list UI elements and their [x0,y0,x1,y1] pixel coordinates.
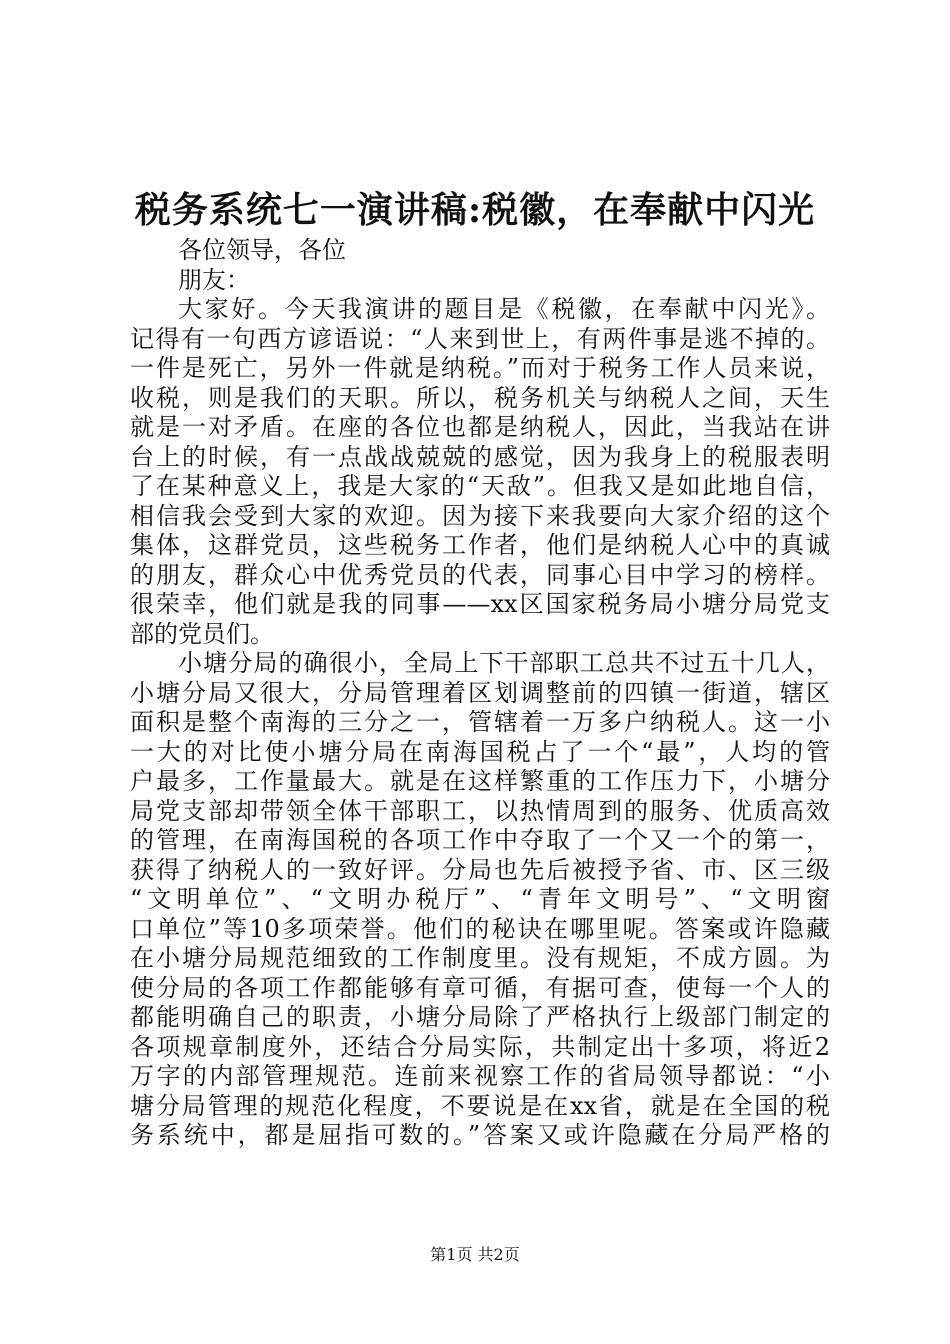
paragraph-line: 大家好。今天我演讲的题目是《税徽，在奉献中闪光》。 [178,295,830,323]
paragraph-line: 塘分局管理的规范化程度，不要说是在xx省，就是在全国的税 [130,1091,830,1120]
paragraph-line: 台上的时候，有一点战战兢兢的感觉，因为我身上的税服表明 [130,442,830,471]
paragraph-line: 一大的对比使小塘分局在南海国税占了一个“最”，人均的管 [130,737,830,766]
paragraph-line: “文明单位”、“文明办税厅”、“青年文明号”、“文明窗 [130,885,830,913]
paragraph-line: 小塘分局又很大，分局管理着区划调整前的四镇一街道，辖区 [130,678,830,707]
paragraph-line: 就是一对矛盾。在座的各位也都是纳税人，因此，当我站在讲 [130,413,830,441]
page-number: 第1页 共2页 [430,1245,520,1264]
paragraph-line: 收税，则是我们的天职。所以，税务机关与纳税人之间，天生 [130,383,830,412]
paragraph-line: 万字的内部管理规范。连前来视察工作的省局领导都说：“小 [130,1062,830,1090]
paragraph-line: 口单位”等10多项荣誉。他们的秘诀在哪里呢。答案或许隐藏 [130,914,830,943]
paragraph-line: 都能明确自己的职责，小塘分局除了严格执行上级部门制定的 [130,1003,830,1031]
document-title: 税务系统七一演讲稿:税徽，在奉献中闪光 [134,189,816,231]
paragraph-line: 获得了纳税人的一致好评。分局也先后被授予省、市、区三级 [130,855,830,884]
document-body [130,236,830,1151]
greeting-line: 朋友： [178,265,250,294]
paragraph-line: 部的党员们。 [130,619,274,648]
paragraph-line: 小塘分局的确很小，全局上下干部职工总共不过五十几人， [178,649,830,677]
paragraph-line: 一件是死亡，另外一件就是纳税。”而对于税务工作人员来说， [130,354,830,382]
paragraph-line: 集体，这群党员，这些税务工作者，他们是纳税人心中的真诚 [130,531,830,559]
paragraph-line: 了在某种意义上，我是大家的“天敌”。但我又是如此地自信， [130,472,830,500]
paragraph-line: 面积是整个南海的三分之一，管辖着一万多户纳税人。这一小 [130,708,830,736]
paragraph-line: 很荣幸，他们就是我的同事——xx区国家税务局小塘分局党支 [130,590,830,618]
paragraph-line: 记得有一句西方谚语说：“人来到世上，有两件事是逃不掉的。 [130,324,830,353]
paragraph-line: 相信我会受到大家的欢迎。因为接下来我要向大家介绍的这个 [130,501,830,530]
paragraph-line: 局党支部却带领全体干部职工，以热情周到的服务、优质高效 [130,796,830,825]
paragraph-line: 户最多，工作量最大。就是在这样繁重的工作压力下，小塘分 [130,767,830,795]
paragraph-line: 务系统中，都是屈指可数的。”答案又或许隐藏在分局严格的 [130,1121,830,1149]
greeting-line: 各位领导，各位 [178,236,346,264]
paragraph-line: 的朋友，群众心中优秀党员的代表，同事心目中学习的榜样。 [130,560,830,589]
paragraph-line: 各项规章制度外，还结合分局实际，共制定出十多项，将近2 [130,1032,830,1061]
paragraph-line: 的管理，在南海国税的各项工作中夺取了一个又一个的第一， [130,826,830,854]
paragraph-line: 使分局的各项工作都能够有章可循，有据可查，使每一个人的 [130,973,830,1002]
paragraph-line: 在小塘分局规范细致的工作制度里。没有规矩，不成方圆。为 [130,944,830,972]
